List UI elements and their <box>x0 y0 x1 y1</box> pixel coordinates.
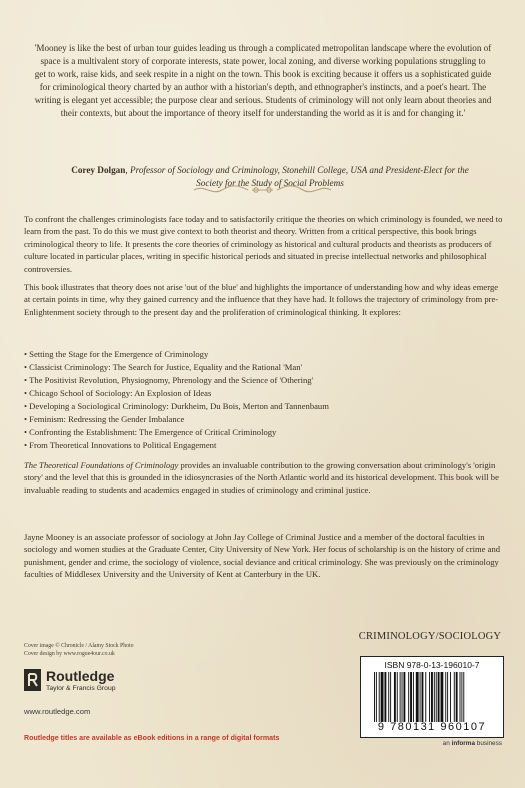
list-item: • Confronting the Establishment: The Emergence of Critical Criminology <box>24 426 494 439</box>
ebook-note: Routledge titles are available as eBook editions in a range of digital formats <box>24 734 280 742</box>
barcode-bar <box>420 672 421 722</box>
barcode-bar <box>456 672 458 722</box>
isbn-label: ISBN 978-0-13-196010-7 <box>384 660 480 670</box>
informa-suffix: business <box>475 740 502 747</box>
barcode-bar <box>403 672 405 722</box>
cover-credits <box>24 642 134 658</box>
endorser-name: Corey Dolgan <box>71 165 126 175</box>
barcode-bar <box>410 672 412 722</box>
list-item: • Developing a Sociological Criminology: Durkheim, Du Bois, Merton and Tannenbaum <box>24 400 494 413</box>
ornament-divider <box>190 183 335 197</box>
barcode-bar <box>438 672 440 722</box>
barcode-bar <box>454 672 455 722</box>
description-paragraph-1: To confront the challenges criminologists face today and to satisfactorily critique the theories on which criminology is founded, we need to learn from the past. To do this we must give context to both theorist and theory. Written from a critical perspective, this book brings criminological theory to life. It presents the core theories of criminology as historical and cultural products and theorists as producers of culture located in particular places, writing in specific historical periods and situated in precise intellectual networks and philosophical controversies. <box>24 214 503 274</box>
publisher-logo <box>24 667 144 697</box>
topics-list <box>24 348 494 452</box>
barcode-bar <box>450 672 451 722</box>
barcode-bar <box>402 672 403 722</box>
endorsement-quote: 'Mooney is like the best of urban tour guides leading us through a complicated metropolitan landscape where the evolution of space is a multivalent story of corporate interests, state power, local zoning, and diverse working populations struggling to get to work, raise kids, and seek respite in a night on the town. This book is exciting because it offers us a sophisticated guide for criminological theory charted by an author with a historian's depth, and ethnographer's instincts, and a poet's heart. The writing is elegant yet accessible; the purpose clear and serious. Students of criminology will not only learn about theories and their contexts, but about the importance of theory itself for understanding the world as it is and for changing it.' <box>34 43 492 118</box>
barcode-bar <box>463 672 464 722</box>
barcode-bar <box>376 672 377 722</box>
barcode-digits: 9 780131 960107 <box>377 721 487 733</box>
barcode-bar <box>408 672 409 722</box>
author-bio: Jayne Mooney is an associate professor of sociology at John Jay College of Criminal Justice and a member of the doctoral faculties in sociology and women studies at the Graduate Center, City University of New York. Her focus of scholarship is on the history of crime and punishment, gender and crime, the sociology of violence, social deviance and critical criminology. She was previously on the criminology faculties of Middlesex University and the University of Kent at Canterbury in the UK. <box>24 532 501 580</box>
barcode-bar <box>429 672 430 722</box>
book-title: The Theoretical Foundations of Criminology <box>24 460 179 470</box>
barcode <box>360 656 504 738</box>
barcode-bar <box>400 672 401 722</box>
list-item: • Chicago School of Sociology: An Explosion of Ideas <box>24 387 494 400</box>
subject-category: CRIMINOLOGY/SOCIOLOGY <box>358 631 502 642</box>
publisher-name: Routledge <box>46 668 115 684</box>
informa-brand: informa <box>451 740 475 747</box>
informa-note <box>390 740 502 747</box>
barcode-bar <box>390 672 391 722</box>
paragraph-text: provides an invaluable contribution to the growing conversation about criminology's 'origin story' and the level that this is grounded in the idiosyncrasies of the North Atlantic world and its historical development. This book will be invaluable reading to students and academics engaged in studies of criminology and criminal justice. <box>24 460 499 495</box>
barcode-bar <box>436 672 437 722</box>
cover-image-credit: Cover image © Chronicle / Alamy Stock Photo <box>24 643 134 649</box>
barcode-bar <box>460 672 461 722</box>
barcode-bar <box>416 672 419 722</box>
list-item: • Setting the Stage for the Emergence of Criminology <box>24 348 494 361</box>
description-paragraph-2: This book illustrates that theory does not arise 'out of the blue' and highlights the importance of understanding how and why ideas emerge at certain points in time, why they gained currency and the influence that they have had. It follows the trajectory of criminology from pre-Enlightenment society through to the present day and the proliferation of criminological thinking. It explores: <box>24 282 499 317</box>
barcode-bar <box>441 672 444 722</box>
barcode-bar <box>425 672 426 722</box>
barcode-bar <box>394 672 396 722</box>
barcode-bar <box>447 672 448 722</box>
barcode-bar <box>431 672 433 722</box>
barcode-bar <box>434 672 435 722</box>
barcode-bar <box>422 672 424 722</box>
informa-prefix: an <box>442 740 452 747</box>
barcode-bar <box>388 672 389 722</box>
endorser-affiliation: , Professor of Sociology and Criminology, Stonehill College, USA and President-Elect for the Society for the Study of Social Problems <box>125 165 469 188</box>
list-item: • Classicist Criminology: The Search for Justice, Equality and the Rational 'Man' <box>24 361 494 374</box>
list-item: • The Positivist Revolution, Physiognomy, Phrenology and the Science of 'Othering' <box>24 374 494 387</box>
routledge-mark-icon <box>24 669 41 691</box>
publisher-group: Taylor & Francis Group <box>46 685 116 692</box>
list-item: • Feminism: Redressing the Gender Imbalance <box>24 413 494 426</box>
barcode-bar <box>445 672 446 722</box>
barcode-bar <box>379 672 380 722</box>
barcode-bar <box>384 672 386 722</box>
barcode-bar <box>461 672 462 722</box>
barcode-bar <box>381 672 384 722</box>
cover-design-credit: Cover design by www.rogue4our.co.uk <box>24 651 115 657</box>
barcode-bars <box>374 672 496 722</box>
barcode-bar <box>374 672 375 722</box>
barcode-bar <box>397 672 398 722</box>
barcode-bar <box>413 672 414 722</box>
publisher-url: www.routledge.com <box>24 707 91 716</box>
list-item: • From Theoretical Innovations to Political Engagement <box>24 439 494 452</box>
description-paragraph-3 <box>24 459 504 496</box>
